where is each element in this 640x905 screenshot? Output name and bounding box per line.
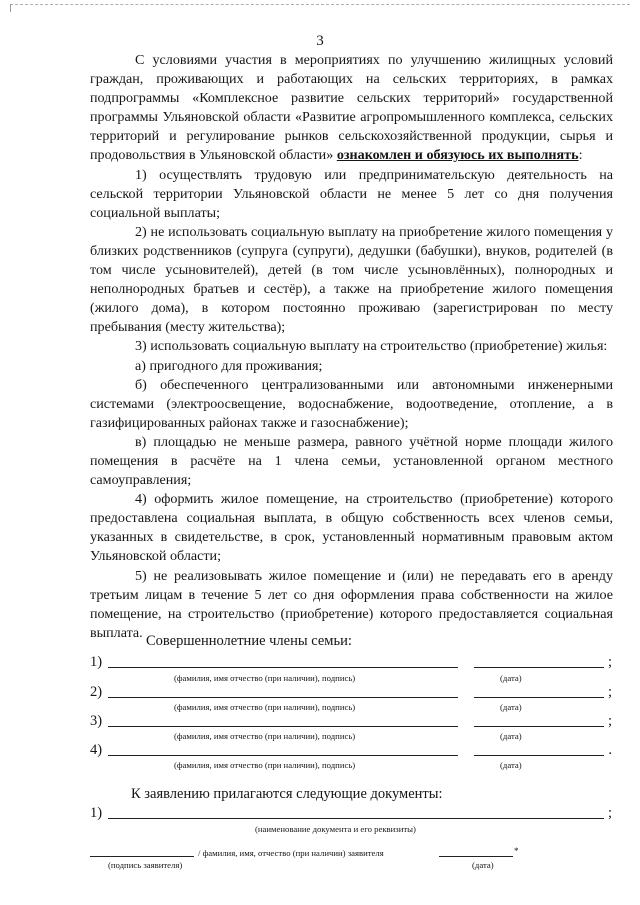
- name-signature-field[interactable]: [108, 697, 458, 698]
- document-row-1: [90, 802, 615, 822]
- documents-heading: К заявлению прилагаются следующие документы:: [131, 786, 443, 802]
- family-row-4: [90, 739, 615, 759]
- document-caption: (наименование документа и его реквизиты): [255, 824, 416, 834]
- item-2: 2) не использовать социальную выплату на приобретение жилого помещения у близких родственников (супруга (супруги), дедушки (бабушки), внуков, родителей (в том числе усыновителей), детей (в том числе усыновлённых), полнородных и неполнородных братьев и сестёр), а также на приобретение жилого помещения (жилого дома), в котором постоянно проживаю (зарегистрирован по месту пребывания (месту жительства);: [90, 223, 613, 336]
- family-heading: Совершеннолетние члены семьи:: [146, 633, 352, 649]
- name-signature-field[interactable]: [108, 755, 458, 756]
- date-caption: (дата): [500, 760, 522, 770]
- date-field[interactable]: [474, 667, 604, 668]
- item-3: 3) использовать социальную выплату на строительство (приобретение) жилья:: [135, 338, 608, 355]
- page-number: 3: [316, 33, 324, 49]
- family-row-2: [90, 681, 615, 701]
- name-caption: (фамилия, имя отчество (при наличии), подпись): [174, 702, 356, 712]
- row-punct: ;: [607, 654, 612, 670]
- item-3b: б) обеспеченного централизованными или автономными инженерными системами (электроосвещение, водоснабжение, водоотведение, отопление, а в газифицированных районах также и газоснабжение);: [90, 376, 613, 431]
- applicant-fio-caption: / фамилия, имя, отчество (при наличии) заявителя: [198, 848, 384, 858]
- row-punct: ;: [607, 713, 612, 729]
- intro-emphasis: ознакомлен и обязуюсь их выполнять: [336, 147, 579, 164]
- name-signature-field[interactable]: [108, 667, 458, 668]
- item-5: 5) не реализовывать жилое помещение и (или) не передавать его в аренду третьим лицам в течение 5 лет со дня оформления права собственности на жилое помещение, на строительство (приобретение) которого предоставляется социальная выплата.: [90, 567, 613, 641]
- row-number: 1): [90, 805, 103, 821]
- date-caption: (дата): [500, 673, 522, 683]
- date-caption: (дата): [472, 860, 494, 870]
- document-name-field[interactable]: [108, 818, 604, 819]
- item-3c: в) площадью не меньше размера, равного учётной норме площади жилого помещения в расчёте на 1 члена семьи, установленной органом местного самоуправления;: [90, 433, 613, 489]
- row-number: 4): [90, 742, 103, 758]
- item-1: 1) осуществлять трудовую или предпринимательскую деятельность на сельской территории Ульяновской области не менее 5 лет со дня получения социальной выплаты;: [90, 166, 613, 221]
- item-4: 4) оформить жилое помещение, на строительство (приобретение) которого предоставлена социальная выплата, в общую собственность всех членов семьи, указанных в свидетельстве, в срок, установленный нормативным правовым актом Ульяновской области;: [90, 491, 613, 565]
- row-number: 3): [90, 713, 103, 729]
- family-row-3: [90, 710, 615, 730]
- intro-text: С условиями участия в мероприятиях по улучшению жилищных условий граждан, проживающих и работающих на сельских территориях, в рамках подпрограммы «Комплексное развитие сельских территорий» государственной программы Ульяновской области «Развитие агропромышленного комплекса, сельских территорий и регулирование рынков сельскохозяйственной продукции, сырья и продовольствия в Ульяновской области»: [90, 52, 613, 164]
- name-caption: (фамилия, имя отчество (при наличии), подпись): [174, 760, 356, 770]
- name-caption: (фамилия, имя отчество (при наличии), подпись): [174, 673, 356, 683]
- intro-paragraph: [90, 51, 613, 166]
- footnote-star: *: [514, 846, 519, 856]
- applicant-date-field[interactable]: [439, 856, 513, 857]
- date-caption: (дата): [500, 731, 522, 741]
- date-field[interactable]: [474, 726, 604, 727]
- row-punct: ;: [607, 805, 612, 821]
- name-caption: (фамилия, имя отчество (при наличии), подпись): [174, 731, 356, 741]
- intro-end: :: [578, 147, 583, 164]
- row-number: 1): [90, 654, 103, 670]
- date-caption: (дата): [500, 702, 522, 712]
- scan-corner-mark: [10, 4, 19, 12]
- scan-top-edge: [10, 4, 630, 5]
- document-body: [90, 51, 613, 643]
- row-punct: ;: [607, 684, 612, 700]
- applicant-signature-field[interactable]: [90, 856, 194, 857]
- row-punct: .: [608, 742, 612, 758]
- item-3a: а) пригодного для проживания;: [135, 357, 323, 374]
- row-number: 2): [90, 684, 103, 700]
- date-field[interactable]: [474, 755, 604, 756]
- family-row-1: [90, 651, 615, 671]
- signature-caption: (подпись заявителя): [108, 860, 183, 870]
- date-field[interactable]: [474, 697, 604, 698]
- name-signature-field[interactable]: [108, 726, 458, 727]
